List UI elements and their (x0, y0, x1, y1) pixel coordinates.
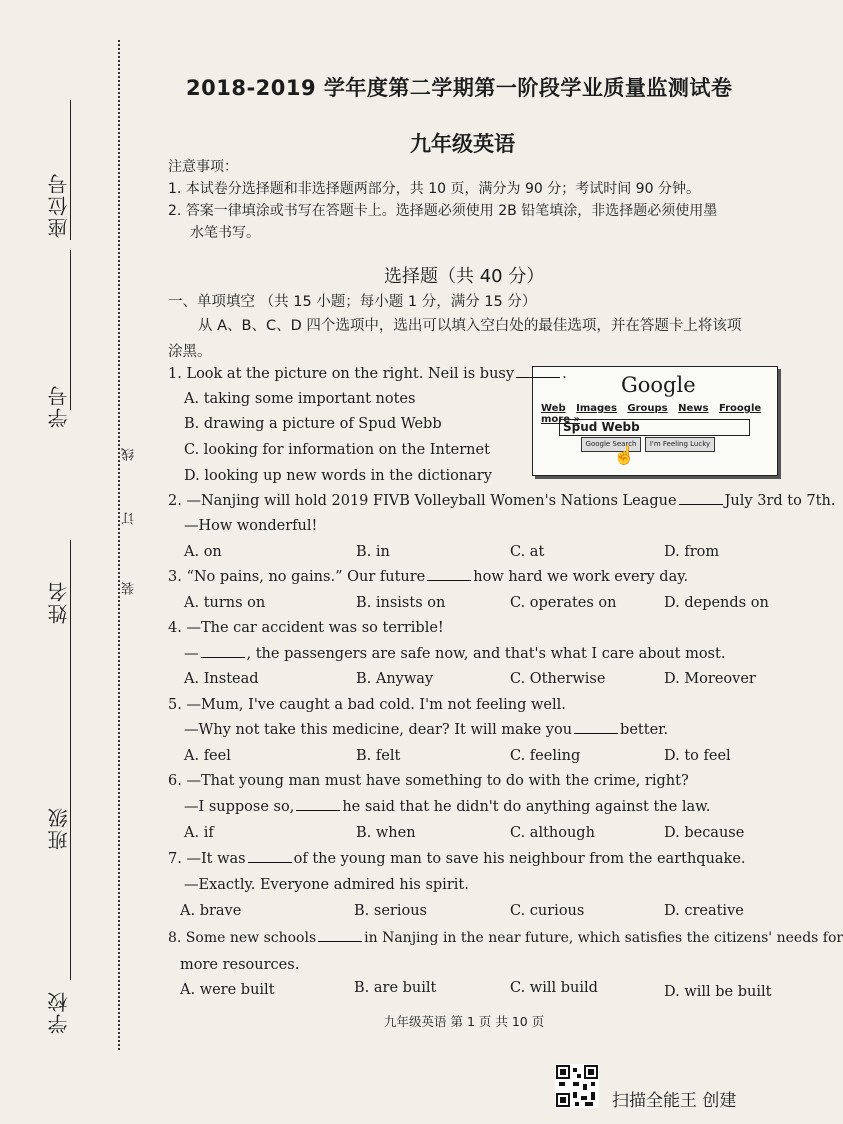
q8-option-b: B. are built (354, 980, 437, 996)
notice-heading: 注意事项： (168, 159, 238, 175)
name-label: 姓名 (47, 580, 71, 624)
section-title: 选择题（共 40 分） (384, 266, 545, 287)
google-logo: Google (621, 373, 696, 397)
q8-option-d: D. will be built (664, 984, 772, 1000)
binding-dotted-line (118, 40, 120, 1050)
google-search-picture (532, 366, 778, 476)
q7-option-a: A. brave (180, 903, 242, 919)
notice-item-2: 2. 答案一律填涂或书写在答题卡上。选择题必须使用 2B 铅笔填涂，非选择题必须使用墨 (168, 203, 718, 219)
seat-label: 座位号 (47, 172, 71, 238)
question-4-line2: — , the passengers are safe now, and that's what I care about most. (184, 646, 726, 662)
q6-option-a: A. if (184, 825, 214, 841)
scanner-watermark: 扫描全能王 创建 (612, 1091, 737, 1111)
question-5: 5. —Mum, I've caught a bad cold. I'm not feeling well. (168, 697, 566, 713)
q5-option-b: B. felt (356, 748, 401, 764)
q4-option-b: B. Anyway (356, 671, 434, 687)
google-search-input: Spud Webb (559, 419, 750, 436)
q6-option-d: D. because (664, 825, 745, 841)
q3-option-a: A. turns on (184, 595, 266, 611)
google-link: Groups (627, 403, 668, 414)
q1-option-d: D. looking up new words in the dictionary (184, 468, 492, 484)
google-link: Images (576, 403, 617, 414)
q6-option-c: C. although (510, 825, 595, 841)
google-link: Web (541, 403, 566, 414)
q4-option-d: D. Moreover (664, 671, 756, 687)
class-underline (70, 740, 71, 980)
question-1: 1. Look at the picture on the right. Neil is busy . (168, 366, 567, 382)
order-char: 订 (122, 512, 137, 525)
answer-blank (296, 810, 340, 811)
school-label: 学校 (47, 990, 71, 1034)
question-3: 3. “No pains, no gains.” Our future how hard we work every day. (168, 569, 689, 585)
question-8: 8. Some new schools in Nanjing in the near future, which satisfies the citizens' needs for (168, 930, 843, 946)
q2-option-a: A. on (184, 544, 222, 560)
question-6-line2: —I suppose so, he said that he didn't do anything against the law. (184, 799, 711, 815)
q2-option-c: C. at (510, 544, 545, 560)
qr-code-icon (555, 1064, 599, 1108)
q4-option-a: A. Instead (184, 671, 259, 687)
q3-option-c: C. operates on (510, 595, 617, 611)
q7-option-d: D. creative (664, 903, 744, 919)
question-2-line2: —How wonderful! (184, 518, 318, 534)
q6-option-b: B. when (356, 825, 416, 841)
question-5-line2: —Why not take this medicine, dear? It will make you better. (184, 722, 669, 738)
q5-option-d: D. to feel (664, 748, 731, 764)
question-2: 2. —Nanjing will hold 2019 FIVB Volleyball Women's Nations League July 3rd to 7th. (168, 493, 836, 509)
q1-option-b: B. drawing a picture of Spud Webb (184, 416, 442, 432)
q7-option-c: C. curious (510, 903, 585, 919)
instruction: 从 A、B、C、D 四个选项中，选出可以填入空白处的最佳选项，并在答题卡上将该项 (198, 318, 742, 334)
bind-char: 装 (122, 582, 137, 595)
part-title: 一、单项填空 （共 15 小题；每小题 1 分，满分 15 分） (168, 294, 537, 310)
answer-blank (318, 941, 362, 942)
notice-item-1: 1. 本试卷分选择题和非选择题两部分，共 10 页，满分为 90 分；考试时间 90 分钟。 (168, 181, 700, 197)
feeling-lucky-button: I'm Feeling Lucky (645, 437, 715, 452)
question-7-line2: —Exactly. Everyone admired his spirit. (184, 877, 469, 893)
q7-option-b: B. serious (354, 903, 427, 919)
name-underline (70, 540, 71, 740)
q1-option-c: C. looking for information on the Internet (184, 442, 490, 458)
q1-option-a: A. taking some important notes (184, 391, 416, 407)
q8-option-a: A. were built (180, 982, 275, 998)
q8-option-c: C. will build (510, 980, 598, 996)
google-link: News (678, 403, 709, 414)
instruction-cont: 涂黑。 (168, 344, 212, 360)
student-no-label: 学号 (47, 384, 71, 428)
q5-option-a: A. feel (184, 748, 231, 764)
answer-blank (248, 862, 292, 863)
question-7: 7. —It was of the young man to save his neighbour from the earthquake. (168, 851, 746, 867)
question-8-line2: more resources. (180, 957, 300, 973)
exam-subtitle: 九年级英语 (410, 132, 515, 156)
answer-blank (574, 733, 618, 734)
google-link: Froogle (718, 403, 762, 414)
notice-item-2-cont: 水笔书写。 (190, 225, 260, 241)
answer-blank (427, 580, 471, 581)
q3-option-d: D. depends on (664, 595, 769, 611)
page-footer: 九年级英语 第 1 页 共 10 页 (384, 1014, 545, 1029)
class-label: 班级 (47, 806, 71, 850)
q4-option-c: C. Otherwise (510, 671, 606, 687)
answer-blank (516, 377, 560, 378)
answer-blank (201, 657, 245, 658)
question-4: 4. —The car accident was so terrible! (168, 620, 444, 636)
google-search-button: Google Search (581, 437, 641, 452)
q2-option-d: D. from (664, 544, 720, 560)
answer-blank (679, 504, 723, 505)
exam-title: 2018-2019 学年度第二学期第一阶段学业质量监测试卷 (186, 76, 733, 100)
q3-option-b: B. insists on (356, 595, 446, 611)
question-6: 6. —That young man must have something to do with the crime, right? (168, 773, 689, 789)
q2-option-b: B. in (356, 544, 390, 560)
line-char: 线 (122, 448, 137, 461)
q5-option-c: C. feeling (510, 748, 581, 764)
google-link: more » (541, 414, 580, 425)
pointer-hand-icon: ☝ (613, 445, 636, 466)
